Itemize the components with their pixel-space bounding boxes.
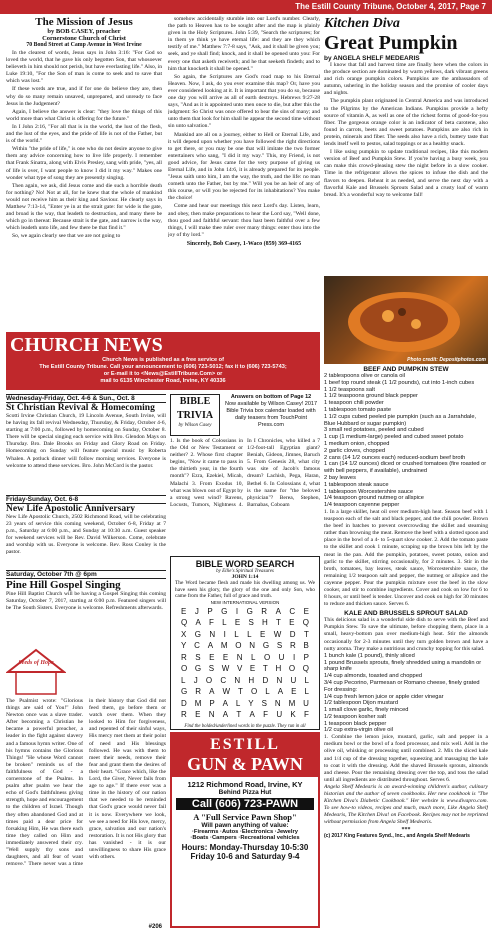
event-date: Saturday, October 7th @ 6pm [6, 570, 166, 579]
mission-body: In the clearest of words, Jesus says in John 3:16: "For God so loved the world, that he gave his only begotten Son, that whosoever believeth in him should not perish, but have everlasting life." Also, in Luke 19:10, "For the Son of man is come to seek and to save that which was lost." If these words are true, and if for one do believe they are, then why do so many remain unsaved, unprepared, and unready to face Jesus in the Judgement? Again, I believe the answer is clear: "they love the things of this world more than what Christ is offering for the future." In I John 2:16, "For all that is in the world, the lust of the flesh, and the lust of the eyes, and the pride of life is not of the Father, but is of the world." Within "the pride of life," is one who do not desire anyone to give them any advice concerning how to live life properly. I remember that Frank Sinatra, along with Elvis Presley, sang with pride, "yes, all of life is over, I want people to know I did it my way." Makes one wonder what type of song they are presently singing. Then again, we ask, did Jesus come and die such a horrible death for nothing? No! Not at all, for he knew that the whole of mankind would not receive him as their king and Saviour. He clearly says in Matthew 7:13-14, "Enter ye in at the strait gate: for wide is the gate, and broad is the way, that leadeth to destruction, and many there be which go in thereat: Because strait is the gate, and narrow is the way, which leadeth unto life, and few there be that find it." So, we again clearly see that we are not going to [6, 50, 162, 240]
mission-title: The Mission of Jesus [35, 16, 133, 28]
word-search-verse: The Word became flesh and made his dwelling among us. We have seen his glory, the glory of the one and only Son, who came from the Father, full of grace and truth. [175, 580, 315, 599]
photo-credit: Photo credit: Depositphotos.com [407, 357, 486, 363]
pawn-address2: Behind Pizza Hut [218, 789, 272, 796]
grid-letter: A [249, 710, 255, 719]
grid-letter: T [238, 687, 243, 696]
grid-letter: N [276, 675, 283, 685]
grid-letter: A [222, 698, 228, 708]
grid-letter: O [250, 687, 258, 696]
grid-letter: T [236, 710, 242, 719]
grid-letter: U [276, 710, 283, 719]
recipe-copyright: (c) 2017 King Features Synd., Inc., and Angela Shelf Medearis [324, 832, 470, 839]
grid-letter: O [263, 652, 271, 662]
grid-letter: L [247, 629, 252, 639]
grid-letter: A [209, 687, 215, 696]
seeds-body: The Psalmist wrote: "Glorious things are said of You!" John Newton once was a slave trader. After becoming a Christian he became a powerful preacher, a leader in the fight against slavery and a famous hymn writer. One of his hymns contains the Glorious Things! "He whose Word cannot be broken" reminds us of the faithfulness of God - a cornerstone of the Psalms. In psalm after psalm we hear the echo of God's faithfulness giving strength, hope and encouragement to the children of Israel. Though they often abandoned God and at times paid a dear price for forsaking Him, He was there each time they called on Him and immediately answered their cry. "Well supply thy sons and daughters, and all fear of want remove." There never was a time in their history that God did not feed them, go before them or watch over them. When they looked to Him for forgiveness, and repented of their sinful ways, His mercy met them at their point of need and His blessings followed. He was with them to meet their needs, remove their fear and grant them the desires of their heart. "Grace which, like the Lord, the Giver, Never fails from age to age." If there ever was a time in the history of our nation that we needed to be reminded that God's grace would never fail it is now. Everywhere we look, we see a need for His love, mercy, grace, salvation and our nation's restoration. It is not His glory that has vanished - it is our unwillingness to share His grace with others. [6, 698, 166, 868]
church-news-banner [6, 332, 320, 390]
grid-row [181, 618, 309, 630]
word-search-ref: JOHN 1:14 [231, 574, 259, 580]
grid-letter: E [303, 606, 309, 616]
grid-letter: W [273, 629, 282, 639]
grid-letter: G [194, 629, 201, 639]
grid-letter: D [289, 629, 296, 639]
grid-letter: T [276, 618, 281, 627]
grid-letter: U [278, 652, 285, 662]
kitchen-body: I know that fall and harvest time are finally here when the colors in the produce section are dominated by warm yellows, dark vibrant greens and rich orange pumpkin colors. Pumpkins are the ambassadors of autumn, ushering in the holiday season and the promise of cooler days and nights. The pumpkin plant originated in Central America and was introduced to the Pilgrims by the American Indians. Pumpkins provide a hefty source of vitamin A, as well as one of the richest forms of good-for-you fiber. The gorgeous orange color is an indicator of beta carotene, also found in carrots, beets and sweet potatoes. Pumpkins are also rich in protein, minerals and fiber. The seeds also have a rich, buttery taste that lends itself well to pestos, salad toppings or as a healthy snack. I like using pumpkin to update traditional recipes, like this modern version of Beef and Pumpkin Stew. If you're having a busy week, you can make this crowd-pleasing stew the night before in a slow cooker. Time in the refrigerator allows the spices to infuse the dish and the flavors to deepen. Reheat it as needed, and serve the next day with a flavorful Kale and Brussels Sprouts Salad and a crusty loaf of warm bread. It's a wonderful way to welcome fall! [324, 62, 488, 198]
event-body: New Life Apostolic Church, 2502 Richmond Road, will be celebrating 23 years of service this coming weekend, October 6-8, Friday at 7 p.m., Saturday at 6:00 p.m., and Sunday at 10:30 a.m. Guest speaker for weekend services will be Rev. David Wilkerson. Come, celebrate and worship with us. Everyone is welcome. Rev. Ross Conley is the pastor. [6, 514, 166, 556]
grid-letter: M [194, 698, 202, 708]
seeds-logo [6, 648, 66, 696]
event-body: Pine Hill Baptist Church will be having a Gospel Singing this coming Saturday, October 7, 2017, starting at 6:00 p.m. Featured singers will be The South Sisters. Everyone is welcome. Refreshments afterwards. [6, 591, 166, 612]
grid-row [181, 641, 309, 653]
mission-article-col2 [168, 16, 320, 326]
grid-letter: G [181, 687, 188, 696]
grid-letter: R [195, 687, 202, 696]
event-date: Wednesday-Friday, Oct. 4-6 & Sun., Oct. 8 [6, 394, 166, 403]
grid-letter: F [209, 618, 214, 627]
grid-letter: W [222, 687, 231, 696]
grid-letter: H [275, 664, 282, 673]
event-title: New Life Apostolic Anniversary [6, 504, 136, 514]
grid-letter: N [249, 641, 256, 650]
grid-row [181, 699, 309, 711]
grid-letter: E [222, 652, 229, 662]
grid-row [181, 630, 309, 642]
seeds-number: #206 [148, 924, 162, 930]
grid-letter: E [260, 629, 266, 639]
grid-letter: E [181, 606, 187, 616]
word-search-version: NEW INTERNATIONAL VERSION [210, 599, 280, 605]
pawn-phone: Call (606) 723-PAWN [176, 798, 314, 810]
grid-letter: Q [302, 618, 309, 627]
grid-letter: S [208, 664, 215, 673]
grid-letter: H [262, 618, 268, 627]
grid-letter: S [195, 652, 201, 662]
pawn-logo: ESTILL GUN & PAWN [172, 734, 318, 777]
grid-row [181, 676, 309, 688]
church-news-info: Church News is published as a free service of The Estill County Tribune. Call your announcement to (606) 723-5012; fax it to (606) 723-5743; or E-mail it to <News@EstillTribune.Com> or mail to 6135 Winchester Road, Irvine, KY 40336 [39, 357, 287, 384]
grid-letter: E [289, 618, 295, 627]
seeds-of-hope [6, 648, 166, 930]
word-search-grid [181, 607, 309, 722]
pawn-address: 1212 Richmond Road, Irvine, KY [187, 780, 303, 789]
recipe-title: BEEF AND PUMPKIN STEW [363, 366, 449, 373]
grid-letter: N [208, 710, 215, 719]
recipe [324, 366, 488, 928]
grid-letter: K [290, 710, 296, 719]
grid-letter: R [261, 606, 268, 616]
mission-article-col1 [6, 16, 162, 328]
grid-letter: T [262, 664, 268, 673]
trivia-logo: BIBLE TRIVIA by Wilson Casey [170, 394, 220, 436]
recipe-steps: 1. In a large skillet, heat oil over medium-high heat. Season beef with 1 teaspoon each of the salt and black pepper, and the chili powder. Brown the beef in batches to prevent overcrowding the skillet and steaming rather than browning the meat. Remove the beef with a slotted spoon and place in the bowl of a 4- to 5-quart slow cooker. 2. Add the tomato paste to the skillet and cook 1 minute, scraping up the brown bits left by the meat in the pan. Add the pumpkin, potatoes, sweet potato, onion and garlic to the skillet, stirring occasionally, for 2 minutes. 3. Stir in the broth, tomatoes, bay leaves, steak sauce, Worcestershire sauce, the remaining 1/2 teaspoon salt and pepper, the nutmeg or allspice and the cayenne pepper. Pour the pumpkin mixture over the beef in the slow cooker, and stir to combine ingredients. Cover and cook on low for 6 to 8 hours, or until beef is tender. Uncover and cook on high for 30 minutes to reduce and thicken sauce. Serves 6. [324, 508, 488, 608]
seeds-house-icon [6, 648, 66, 696]
grid-letter: W [221, 664, 230, 673]
grid-letter: G [262, 641, 270, 650]
grid-letter: I [235, 606, 239, 616]
grid-letter: S [276, 641, 283, 650]
kitchen-diva [324, 16, 488, 274]
grid-letter: S [261, 698, 267, 708]
word-search-footer: Find the bolded/underlined words in the puzzle. They run in all [184, 723, 306, 729]
grid-letter: U [290, 675, 297, 685]
trivia-body: 1. Is the book of Colossians in the Old or New Testament or neither? 2. Whose first chapter begins, "Now it came to pass in the thirtieth year, in the fourth month"? Ezra, Ezekiel, Micah, Malachi 3. From Exodus 10, what was blown out of Egypt by a strong west wind? Ravens, Locusts, Tumors, Nightness 4. In I Chronicles, who killed a 7 1/2-foot-tall Egyptian giant? Beniah, Gideon, Jimnes, Baruch 5. From Genesis 28, what city was site of Jacob's famous dream? Lachish, Pega, Haran, Bethel 6. In Colossians 4, what is the name for "the beloved physician"? Berea, Stephen, Barnabas, Coboam [170, 438, 320, 508]
grid-row [181, 664, 309, 676]
kitchen-byline: by ANGELA SHELF MEDEARIS [324, 55, 420, 62]
stars-divider: *** [401, 826, 411, 833]
grid-letter: M [220, 641, 228, 650]
event-title: Pine Hill Gospel Singing [6, 579, 121, 591]
stew-bowl-image [324, 276, 488, 364]
grid-letter: B [303, 641, 309, 650]
pawn-items2: ·Boats ·Campers ·Recreational vehicles [190, 835, 300, 841]
grid-letter: J [193, 675, 198, 685]
church-news-title: CHURCH NEWS [10, 334, 163, 356]
grid-letter: T [303, 629, 309, 639]
grid-letter: N [274, 698, 281, 708]
pawn-hours: Hours: Monday-Thursday 10-5:30 [181, 843, 309, 852]
grid-letter: P [209, 698, 215, 708]
event-body: Scotti Irvine Christian Church, 19 Lincoln Avenue, South Irvine, will be having its fall revival Wednesday, Thursday, & Friday, October 4-6, starting at 7:00 p.m., followed by homecoming on Sunday, October 8. There will be special singing each service with Bro. Glendon Mays on Thursday. Bro. Dale Brooks on Friday and Glory Road on Friday. Homecoming on Sunday will feature special music by Roberta Whalen. A potluck dinner will follow morning services. Everyone is welcome to attend these services. Bro. John McCord is the pastor. [6, 413, 166, 469]
mission-byline: by BOB CASEY, preacher [47, 28, 121, 35]
grid-letter: S [248, 618, 254, 627]
grid-letter: G [221, 606, 228, 616]
event-date: Friday-Sunday, Oct. 6-8 [6, 495, 166, 504]
grid-letter: L [304, 687, 309, 696]
grid-letter: N [209, 629, 216, 639]
grid-letter: I [223, 629, 226, 639]
grid-row [181, 710, 309, 722]
grid-letter: O [235, 641, 242, 650]
mission-address: 70 Bond Street at Camp Avenue in West Irvine [26, 42, 142, 48]
grid-letter: O [205, 675, 213, 685]
grid-letter: E [195, 710, 201, 719]
grid-letter: D [181, 698, 187, 708]
trivia-answers: Answers on bottom of Page 12 Now available by Wilson Casey! 2017 Bible Trivia box calendar loaded with daily teasers from TouchPoint Press.com [224, 394, 318, 428]
grid-letter: N [236, 652, 243, 662]
grid-letter: N [234, 675, 241, 685]
grid-letter: P [303, 652, 309, 662]
grid-letter: G [194, 664, 202, 673]
grid-letter: F [263, 710, 269, 719]
salad-title: KALE AND BRUSSELS SPROUT SALAD [344, 610, 468, 618]
grid-letter: Q [181, 618, 188, 627]
author-bio: Angela Shelf Medearis is an award-winning children's author, culinary historian and the author of seven cookbooks. Her new cookbook is "The Kitchen Diva's Diabetic Cookbook." Her website is www.divapro.com. To see how-to videos, recipes and much, much more, Like Angela Shelf Medearis, The Kitchen Diva! on Facebook. Recipes may not be reprinted without permission from Angela Shelf Medearis. [324, 783, 488, 826]
kitchen-title: Great Pumpkin [324, 32, 458, 54]
grid-letter: O [288, 664, 296, 673]
mission-signature: Sincerely, Bob Casey, 1-Waco (859) 369-4165 [186, 240, 302, 247]
word-search-title: BIBLE WORD SEARCH [195, 559, 295, 569]
grid-letter: A [222, 710, 229, 719]
grid-letter: L [222, 618, 227, 627]
bible-trivia [170, 394, 320, 554]
grid-letter: P [207, 606, 213, 616]
pawn-items1: ·Firearms ·Autos ·Electronics ·Jewelry [192, 829, 298, 835]
word-search [170, 556, 320, 730]
grid-letter: L [251, 652, 256, 662]
grid-letter: A [277, 687, 284, 696]
grid-letter: O [181, 664, 188, 673]
grid-row [181, 607, 309, 619]
grid-letter: E [249, 664, 256, 673]
grid-letter: H [248, 675, 255, 685]
grid-letter: L [181, 675, 186, 685]
grid-letter: A [275, 606, 281, 616]
grid-letter: E [291, 687, 297, 696]
grid-row [181, 687, 309, 699]
pawn-tagline: A "Full Service Pawn Shop" [193, 812, 297, 822]
grid-letter: U [303, 698, 309, 708]
word-search-byline: by Ellie's Spiritual Treasures [216, 569, 274, 574]
mission-org: Cornerstone Church of Christ [42, 35, 126, 42]
grid-letter: D [262, 675, 269, 685]
page-header: The Estill County Tribune, October 4, 2017, Page 7 [0, 0, 492, 14]
events-column [6, 394, 166, 644]
grid-letter: L [304, 675, 309, 685]
grid-letter: A [207, 641, 214, 650]
pawn-sub: Will pawn anything of value: [201, 822, 289, 829]
salad-intro: This delicious salad is a wonderful side dish to serve with the Beef and Pumpkin Stew. To save the ultimate, before chopping them, place in a small, heavy-bottom pan over medium-high heat. Stir the almonds occasionally for 2-3 minutes until they turn golden brown and have a nutty aroma. They make a nutritious and crunchy topping for this salad. [324, 617, 488, 652]
grid-letter: M [288, 698, 296, 708]
grid-letter: X [181, 629, 187, 639]
grid-letter: Q [302, 664, 309, 673]
grid-letter: R [289, 641, 296, 650]
grid-letter: I [292, 652, 296, 662]
grid-letter: L [234, 629, 239, 639]
stew-photo [324, 276, 488, 364]
grid-letter: L [265, 687, 270, 696]
grid-letter: V [236, 664, 243, 673]
grid-row [181, 653, 309, 665]
grid-letter: Y [181, 641, 187, 650]
grid-letter: R [181, 710, 187, 719]
recipe-ingredients: 2 tablespoons olive or canola oil 1 beef top round steak (1 1/2 pounds), cut into 1-inch cubes 1 1/2 teaspoons salt 1 1/2 teaspoons ground black pepper 1 teaspoon chili powder 1 tablespoon tomato paste 1 1/2 cups cubed peeled pie pumpkin (such as a Jarrahdale, Blue Hubbard or sugar pumpkin) 3 small red potatoes, peeled and cubed 1 cup (1 medium-large) peeled and cubed sweet potato 1 medium onion, chopped 2 garlic cloves, chopped 2 cans (14 1/2 ounces each) reduced-sodium beef broth 1 can (14 1/2 ounces) diced or crushed tomatoes (fire roasted or with bell peppers, if available), undrained 2 bay leaves 1 tablespoon steak sauce 1 tablespoon Worcestershire sauce 1/4 teaspoon ground nutmeg or allspice 1/4 teaspoon cayenne pepper [324, 373, 487, 509]
pawn-hours2: Friday 10-6 and Saturday 9-4 [190, 852, 300, 861]
grid-letter: C [194, 641, 200, 650]
seeds-title: Seeds of Hope [18, 660, 54, 666]
grid-letter: R [181, 652, 187, 662]
event-title: St Christian Revival & Homecoming [6, 403, 155, 413]
grid-letter: E [234, 618, 241, 627]
grid-letter: J [194, 606, 199, 616]
grid-letter: L [235, 698, 241, 708]
grid-letter: C [289, 606, 296, 616]
grid-letter: E [209, 652, 215, 662]
kitchen-kicker: Kitchen Diva [324, 16, 400, 31]
grid-letter: G [246, 606, 253, 616]
pawn-ad [170, 732, 320, 928]
salad-steps: 1. Combine the lemon juice, mustard, garlic, salt and pepper in a medium bowl or the bowl of a food processor, and mix well. Add in the olive oil, whisking or processing until combined. 2. Mix the sliced kale and 1/4 cup of the dressing together, squeezing and massaging the kale to coat it with the dressing. Add the shaved Brussels sprouts, almonds and cheese. Pour the remaining dressing over the top, and toss the salad until all ingredients are distributed throughout. Serves 6. [324, 734, 488, 783]
grid-letter: Y [248, 698, 254, 708]
mission-body-cont: somehow accidentally stumble into our Lord's number. Clearly, the path to Heaven has to be sought after and the map is plainly given in the Holy Scriptures. John 5:39, "Search the scriptures; for in them ye think ye have eternal life: and they are they which testify of me." Matthew 7:7-8 says, "Ask, and it shall be given you; seek, and ye shall find; knock, and it shall be opened unto you: For every one that asketh receiveth; and he that seeketh findeth; and to him that knocketh it shall be opened." So again, the Scriptures are God's road map to his Eternal Heaven. Now, I ask, do you ever examine this map? Or, have you ever considered looking at it. It is important that you do so, because one day you will arrive as all of earth destroys. Hebrews 9:27-28 says, "And as it is appointed unto men once to die, but after this the judgment: So Christ was once offered to bear the sins of many; and unto them that look for him shall he appear the second time without sin unto salvation." Mankind are all on a journey, either to Hell or Eternal Life, and it will depend upon whether you have followed the right directions to get there, or you may be one that will imitate the two former entertainers who sang, "I did it my way." This, my Friend, is not good advice, for Jesus came for the very purpose of giving us Eternal Life, and in John 14:6, it is already prepared for its people. "Jesus saith unto him, I am the way, the truth, and the life: no man cometh unto the Father, but by me." Will you be an heir of any of this course, or will you be rejected for its inhabitations? You make the choice! Come and hear our meetings this next Lord's day. Listen, learn, and obey, then make preparations to hear the Lord say, "Well done, thou good and faithful servant: thou hast been faithful over a few things, I will make thee ruler over many things: enter thou into the joy of thy lord." [168, 16, 320, 238]
grid-letter: C [220, 675, 227, 685]
grid-letter: A [195, 618, 201, 627]
salad-ingredients: 1 bunch kale (1 pound), thinly sliced 1 pound Brussels sprouts, finely shredded using a mandolin or sharp knife 1/4 cup almonds, toasted and chopped 3/4 cup Pecorino, Parmesan or Romano cheese, finely grated For dressing: 1/4 cup fresh lemon juice or apple cider vinegar 1/2 tablespoon Dijon mustard 1 small clove garlic, finely minced 1/2 teaspoon kosher salt 1 teaspoon black pepper 1/2 cup extra-virgin olive oil [324, 652, 482, 734]
grid-letter: F [304, 710, 309, 719]
